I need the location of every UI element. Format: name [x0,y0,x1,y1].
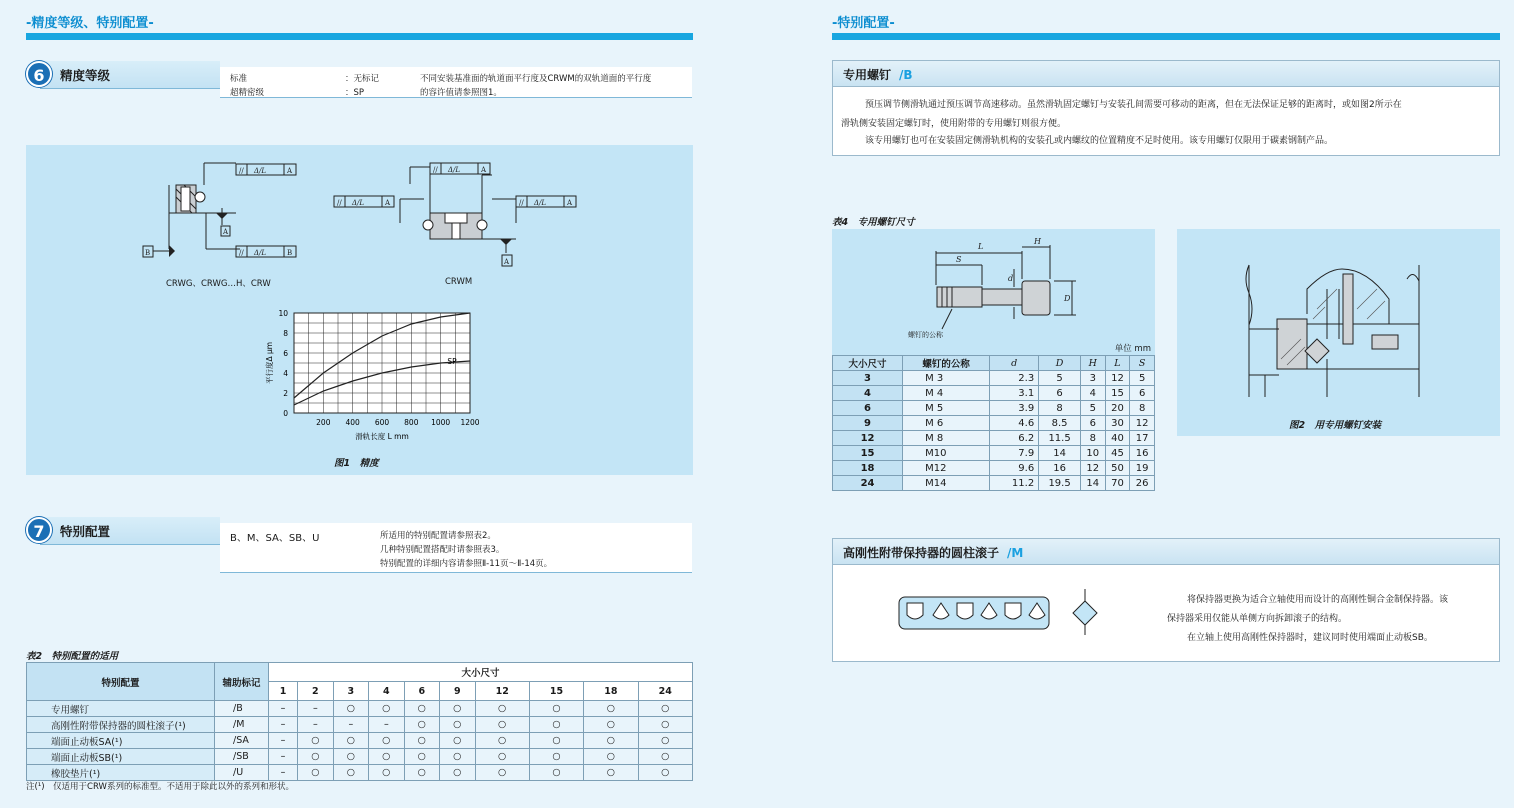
table2-size-header: 6 [404,682,439,701]
table2-availability-cell: ○ [638,717,692,733]
table2-feature-name: 端面止动板SA(¹) [27,733,215,749]
table2-row [27,717,693,733]
svg-text:A: A [567,199,573,207]
table4-header: 螺钉的公称 [903,356,990,371]
table4-value-cell: M 5 [903,401,990,416]
table4-size-cell: 9 [833,416,903,431]
table2-availability-cell: ○ [638,701,692,717]
table4-value-cell: 3.1 [990,386,1039,401]
table4-value-cell: 70 [1105,476,1130,491]
table2-availability-cell: ○ [584,765,638,781]
table4-value-cell: 16 [1039,461,1081,476]
table2-availability-cell: – [333,717,368,733]
table4-row [833,401,1155,416]
table4-value-cell: 11.2 [990,476,1039,491]
table4-value-cell: 16 [1130,446,1155,461]
special-config-desc1: 所适用的特别配置请参照表2。 [380,531,496,541]
table2-availability-cell: ○ [298,765,333,781]
table4-value-cell: 8 [1039,401,1081,416]
table4-header: S [1130,356,1155,371]
svg-text:Δ/L: Δ/L [352,199,365,207]
roller-box [832,538,1500,662]
table4-value-cell: 19 [1130,461,1155,476]
table2-availability-cell: ○ [440,733,475,749]
screw-box [832,60,1500,156]
table2-feature-name: 专用螺钉 [27,701,215,717]
chart-y-tick-label: 2 [283,389,288,398]
table2-header-feature: 特别配置 [27,663,215,701]
roller-title: 高刚性附带保持器的圆柱滚子 [843,546,1000,560]
table2-size-header: 4 [369,682,404,701]
table4-header: L [1105,356,1130,371]
svg-text:Δ/L: Δ/L [254,249,267,257]
table4-value-cell: 8.5 [1039,416,1081,431]
svg-text://: // [239,167,244,175]
table2-row [27,733,693,749]
roller-paragraph1: 将保持器更换为适合立轴使用而设计的高刚性铜合金制保持器。该 [1187,595,1449,605]
table2-size-header: 9 [440,682,475,701]
table2-availability-cell: ○ [440,749,475,765]
table2-size-header: 1 [269,682,298,701]
chart-x-axis-label: 滑轨长度 L mm [355,432,409,440]
accuracy-standard-mark: ：无标记 [345,74,380,84]
figure1-caption: 图1 精度 [334,458,379,469]
chart-y-tick-label: 6 [283,349,288,358]
chart-x-tick-label: 200 [316,418,331,427]
table2-aux-mark: /SB [215,749,269,765]
table4-size-cell: 4 [833,386,903,401]
special-config-desc2: 几种特别配置搭配时请参照表3。 [380,545,505,555]
table4-value-cell: M14 [903,476,990,491]
table2-availability-cell: – [298,717,333,733]
table4-value-cell: 3 [1080,371,1105,386]
table2-availability-cell: ○ [529,717,583,733]
table2-availability-cell: ○ [638,765,692,781]
table2-availability-cell: ○ [584,717,638,733]
table2-availability-cell: ○ [333,765,368,781]
roller-paragraph3: 在立轴上使用高刚性保持器时，建议同时使用端面止动板SB。 [1187,633,1433,643]
table4-value-cell: M 6 [903,416,990,431]
special-config-codes: B、M、SA、SB、U [230,533,320,544]
table2-availability-cell: ○ [638,749,692,765]
accuracy-superprecision-label: 超精密级 [230,88,265,98]
table4-header: 大小尺寸 [833,356,903,371]
table2-feature-name: 高刚性附带保持器的圆柱滚子(¹) [27,717,215,733]
table4-value-cell: 7.9 [990,446,1039,461]
table4-value-cell: M12 [903,461,990,476]
left-page-header: -精度等级、特别配置- [26,16,154,31]
svg-text:A: A [504,258,510,266]
table2-availability-cell: ○ [440,701,475,717]
roller-code: /M [1007,546,1024,560]
table2-availability-cell: ○ [475,733,529,749]
table4-value-cell: M 3 [903,371,990,386]
table2-availability-cell: ○ [475,765,529,781]
chart-x-tick-label: 1200 [460,418,480,427]
table2-size-header: 15 [529,682,583,701]
screw-nominal-label: 螺钉的公称 [908,331,943,339]
right-page-header: -特别配置- [832,16,895,31]
svg-text://: // [239,249,244,257]
table2-aux-mark: /SA [215,733,269,749]
table4-value-cell: 26 [1130,476,1155,491]
table2-availability-cell: – [269,717,298,733]
table4-value-cell: 19.5 [1039,476,1081,491]
table2-size-header: 24 [638,682,692,701]
table2-aux-mark: /U [215,765,269,781]
table4-value-cell: 12 [1130,416,1155,431]
screw-paragraph1: 预压调节侧滑轨通过预压调节高速移动。虽然滑轨固定螺钉与安装孔间需要可移动的距离，但在无法保证足够的距离时，或如图2所示在 [865,100,1402,110]
roller-cage-drawing [893,589,1113,637]
table4-value-cell: 14 [1080,476,1105,491]
table4-value-cell: 6 [1080,416,1105,431]
chart-x-tick-label: 600 [374,418,390,427]
screw-box-header [833,61,1499,87]
table4-value-cell: 8 [1080,431,1105,446]
table2-availability-cell: ○ [529,733,583,749]
svg-text:Δ/L: Δ/L [448,166,461,174]
table4-row [833,416,1155,431]
table2-availability-cell: ○ [404,701,439,717]
accuracy-desc-line2: 的容许值请参照图1。 [420,88,502,98]
table2-availability-cell: ○ [369,765,404,781]
dim-S-label: S [956,255,962,264]
accuracy-chart [226,305,486,440]
screw-paragraph3: 该专用螺钉也可在安装固定侧滑轨机构的安装孔或内螺纹的位置精度不足时使用。该专用螺钉仅限用于碳素钢制产品。 [865,136,1334,146]
chart-y-tick-label: 8 [283,329,288,338]
table2-availability-cell: ○ [440,717,475,733]
table2-header-aux: 辅助标记 [215,663,269,701]
screw-drawing-panel [832,229,1155,355]
figure1-label-left: CRWG、CRWG…H、CRW [166,279,271,289]
table2-availability-cell: ○ [298,733,333,749]
table2-note: 注(¹) 仅适用于CRW系列的标准型。不适用于除此以外的系列和形状。 [26,782,294,792]
table4-header: d [990,356,1039,371]
table2-availability-cell: ○ [475,701,529,717]
table2-size-header: 12 [475,682,529,701]
table4-value-cell: 4 [1080,386,1105,401]
table2-availability-cell: ○ [475,749,529,765]
table2-availability-cell: – [369,717,404,733]
table2-header-size: 大小尺寸 [269,663,693,682]
table2-availability-cell: ○ [333,749,368,765]
table2-availability-cell: ○ [529,749,583,765]
table4-value-cell: 6 [1039,386,1081,401]
table2-row [27,749,693,765]
table4-row [833,431,1155,446]
accuracy-superprecision-mark: ：SP [345,88,365,98]
table4-value-cell: 12 [1105,371,1130,386]
table2-availability-cell: – [269,733,298,749]
chart-y-tick-label: 4 [283,369,288,378]
svg-text:B: B [145,249,151,257]
table4-value-cell: 11.5 [1039,431,1081,446]
screw-title: 专用螺钉 [843,68,892,82]
svg-text://: // [433,166,438,174]
svg-text:A: A [481,166,487,174]
table2-availability-cell: ○ [404,717,439,733]
table4-value-cell: M10 [903,446,990,461]
dim-d-label: d [1008,274,1014,283]
table4-size-cell: 6 [833,401,903,416]
table4-value-cell: 2.3 [990,371,1039,386]
chart-x-tick-label: 400 [345,418,360,427]
table2-row [27,701,693,717]
table2-title: 表2 特别配置的适用 [26,651,119,662]
table2-availability-cell: ○ [475,717,529,733]
svg-text:A: A [287,167,293,175]
table2-availability-cell: ○ [638,733,692,749]
table2-availability-cell: ○ [529,765,583,781]
table4-row [833,461,1155,476]
section7-title: 特别配置 [60,524,111,539]
special-config-desc3: 特别配置的详细内容请参照Ⅱ-11页～Ⅱ-14页。 [380,559,553,569]
table4-value-cell: 17 [1130,431,1155,446]
table4-row [833,371,1155,386]
table4-row [833,386,1155,401]
accuracy-standard-label: 标准 [230,74,248,84]
table2 [26,662,693,781]
table2-availability-cell: ○ [333,733,368,749]
table4-unit: 单位 mm [1114,344,1151,354]
figure2-caption: 图2 用专用螺钉安装 [1289,420,1382,431]
table4-value-cell: 20 [1105,401,1130,416]
special-screw-drawing [832,229,1155,355]
table4-value-cell: 3.9 [990,401,1039,416]
table2-feature-name: 橡胶垫片(¹) [27,765,215,781]
table2-aux-mark: /M [215,717,269,733]
dim-H-label: H [1034,237,1041,246]
table2-feature-name: 端面止动板SB(¹) [27,749,215,765]
dim-L-label: L [978,242,984,251]
table4-value-cell: 5 [1039,371,1081,386]
table4-value-cell: 6 [1130,386,1155,401]
table2-availability-cell: ○ [369,749,404,765]
table2-size-header: 2 [298,682,333,701]
svg-text:A: A [385,199,391,207]
table2-availability-cell: ○ [404,733,439,749]
table4-value-cell: 6.2 [990,431,1039,446]
table4-size-cell: 15 [833,446,903,461]
table2-size-header: 3 [333,682,368,701]
table2-row [27,765,693,781]
table4-value-cell: 12 [1080,461,1105,476]
accuracy-desc-line1: 不同安装基准面的轨道面平行度及CRWM的双轨道面的平行度 [420,74,652,84]
table4-value-cell: 10 [1080,446,1105,461]
table2-availability-cell: ○ [404,765,439,781]
table4-value-cell: 50 [1105,461,1130,476]
table2-availability-cell: – [298,701,333,717]
table2-availability-cell: – [269,749,298,765]
table2-availability-cell: ○ [369,701,404,717]
table2-availability-cell: – [269,701,298,717]
chart-series-label: SP [447,357,457,366]
table4-value-cell: 5 [1080,401,1105,416]
right-header-bar [832,33,1500,40]
section6-title: 精度等级 [60,68,111,83]
section6-number: 6 [26,61,52,87]
table4-size-cell: 3 [833,371,903,386]
svg-text:Δ/L: Δ/L [534,199,547,207]
table4-value-cell: 9.6 [990,461,1039,476]
table4-size-cell: 18 [833,461,903,476]
table2-availability-cell: ○ [298,749,333,765]
table2-availability-cell: ○ [440,765,475,781]
table4-value-cell: 45 [1105,446,1130,461]
table2-availability-cell: – [269,765,298,781]
figure1-label-right: CRWM [445,277,473,287]
table4-size-cell: 24 [833,476,903,491]
chart-x-tick-label: 800 [404,418,419,427]
section7-tab [40,517,220,545]
dim-D-label: D [1064,294,1071,303]
screw-code: /B [899,68,913,82]
table4-value-cell: 15 [1105,386,1130,401]
chart-y-tick-label: 10 [278,309,288,318]
table2-availability-cell: ○ [333,701,368,717]
table4-value-cell: 14 [1039,446,1081,461]
section6-tab [40,61,220,89]
figure2-panel [1177,229,1500,436]
roller-paragraph2: 保持器采用仅能从单侧方向拆卸滚子的结构。 [1167,614,1348,624]
table2-availability-cell: ○ [584,749,638,765]
table4-header: D [1039,356,1081,371]
table2-availability-cell: ○ [404,749,439,765]
table4 [832,355,1155,491]
chart-x-tick-label: 1000 [431,418,451,427]
svg-text://: // [519,199,524,207]
table2-size-header: 18 [584,682,638,701]
section7-number: 7 [26,517,52,543]
svg-text://: // [337,199,342,207]
table4-row [833,446,1155,461]
table2-availability-cell: ○ [529,701,583,717]
table2-availability-cell: ○ [584,733,638,749]
svg-text:A: A [223,228,229,236]
table2-availability-cell: ○ [369,733,404,749]
table4-row [833,476,1155,491]
chart-y-tick-label: 0 [283,409,288,418]
table4-value-cell: M 8 [903,431,990,446]
table4-header: H [1080,356,1105,371]
table4-value-cell: M 4 [903,386,990,401]
svg-text:Δ/L: Δ/L [254,167,267,175]
left-header-bar [26,33,693,40]
chart-y-axis-label: 平行度Δ μm [265,341,274,385]
table2-availability-cell: ○ [584,701,638,717]
screw-paragraph2: 滑轨侧安装固定螺钉时，使用附带的专用螺钉则很方便。 [841,119,1067,129]
figure1-panel [26,145,693,475]
table4-value-cell: 8 [1130,401,1155,416]
figure2-drawing [1177,229,1500,409]
table4-value-cell: 30 [1105,416,1130,431]
table2-aux-mark: /B [215,701,269,717]
table4-value-cell: 4.6 [990,416,1039,431]
table4-value-cell: 5 [1130,371,1155,386]
svg-text:B: B [287,249,293,257]
table4-size-cell: 12 [833,431,903,446]
roller-box-header [833,539,1499,565]
table4-value-cell: 40 [1105,431,1130,446]
table4-title: 表4 专用螺钉尺寸 [832,217,915,228]
